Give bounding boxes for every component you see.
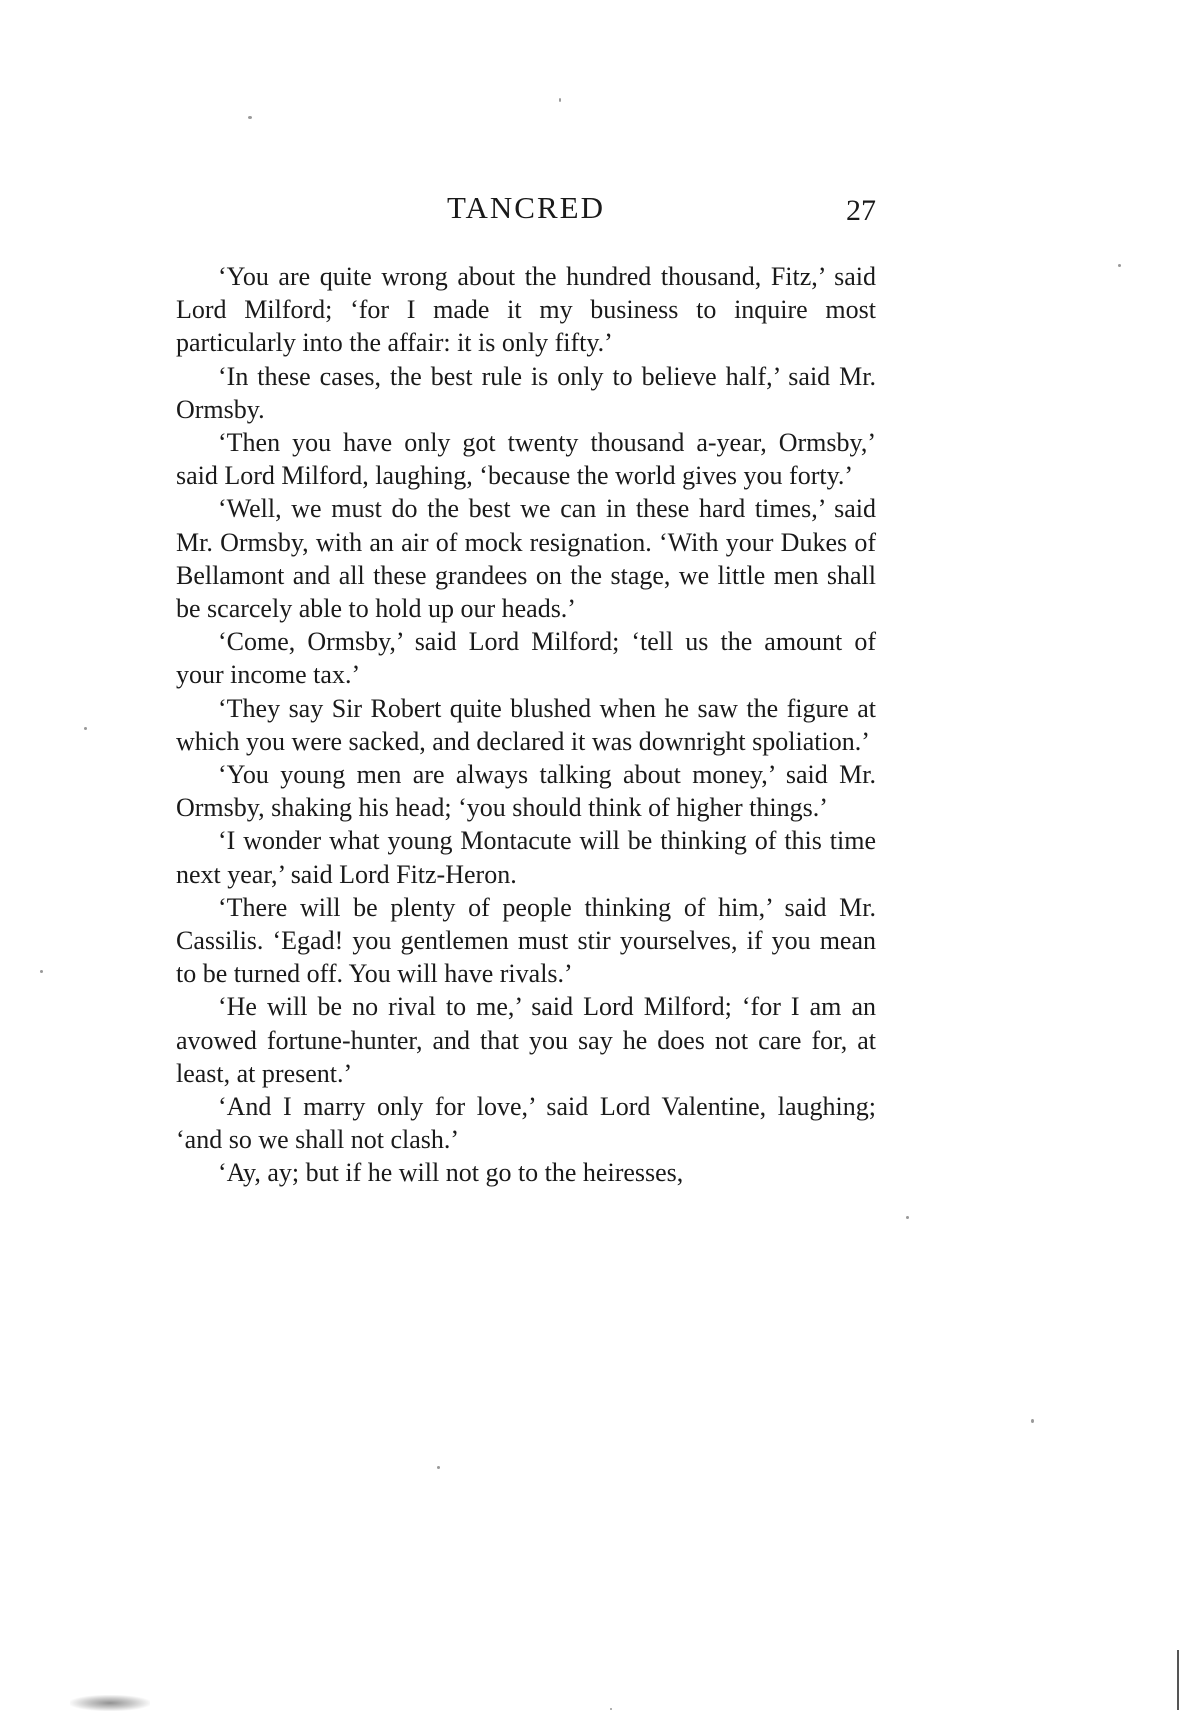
- paragraph: ‘You are quite wrong about the hundred thousand, Fitz,’ said Lord Milford; ‘for I made it my business to inquire most particularly into the affair: it is only fifty.’: [176, 262, 876, 358]
- running-head: [176, 190, 876, 230]
- paragraph: ‘In these cases, the best rule is only to believe half,’ said Mr. Ormsby.: [176, 361, 876, 424]
- body-text: [176, 260, 876, 1190]
- running-title: TANCRED: [447, 190, 605, 225]
- scan-speck: [84, 727, 87, 730]
- paragraph: ‘You young men are always talking about money,’ said Mr. Ormsby, shaking his head; ‘you should think of higher things.’: [176, 760, 876, 823]
- paragraph: ‘Come, Ormsby,’ said Lord Milford; ‘tell us the amount of your income tax.’: [176, 627, 876, 690]
- paragraph: ‘Ay, ay; but if he will not go to the heiresses,: [218, 1158, 684, 1188]
- scan-speck: [40, 970, 43, 973]
- page-number: 27: [846, 194, 876, 227]
- scan-speck: [437, 1466, 440, 1469]
- paragraph: ‘Then you have only got twenty thousand a-year, Ormsby,’ said Lord Milford, laughing, ‘because the world gives you forty.’: [176, 428, 876, 491]
- paragraph: ‘I wonder what young Montacute will be thinking of this time next year,’ said Lord Fitz-Heron.: [176, 826, 876, 889]
- scan-speck: [1031, 1419, 1034, 1423]
- scan-edge-mark: [1177, 1650, 1179, 1710]
- paragraph: ‘There will be plenty of people thinking of him,’ said Mr. Cassilis. ‘Egad! you gentlemen must stir yourselves, if you mean to be turned off. You will have rivals.’: [176, 892, 876, 989]
- paragraph: ‘They say Sir Robert quite blushed when he saw the figure at which you were sacked, and declared it was downright spoliation.’: [176, 693, 876, 756]
- scan-speck: [906, 1216, 909, 1219]
- scan-smudge: [70, 1695, 150, 1711]
- scan-speck: [248, 116, 252, 119]
- scan-speck: [610, 1708, 612, 1710]
- paragraph: ‘Well, we must do the best we can in these hard times,’ said Mr. Ormsby, with an air of mock resignation. ‘With your Dukes of Bellamont and all these grandees on the stage, we little men shall be scarcely able to hold up our heads.’: [176, 494, 876, 624]
- scan-speck: [559, 98, 561, 102]
- scan-speck: [1118, 264, 1121, 267]
- paragraph: ‘And I marry only for love,’ said Lord Valentine, laughing; ‘and so we shall not clash.’: [176, 1092, 876, 1155]
- paragraph: ‘He will be no rival to me,’ said Lord Milford; ‘for I am an avowed fortune-hunter, and that you say he does not care for, at least, at present.’: [176, 992, 876, 1088]
